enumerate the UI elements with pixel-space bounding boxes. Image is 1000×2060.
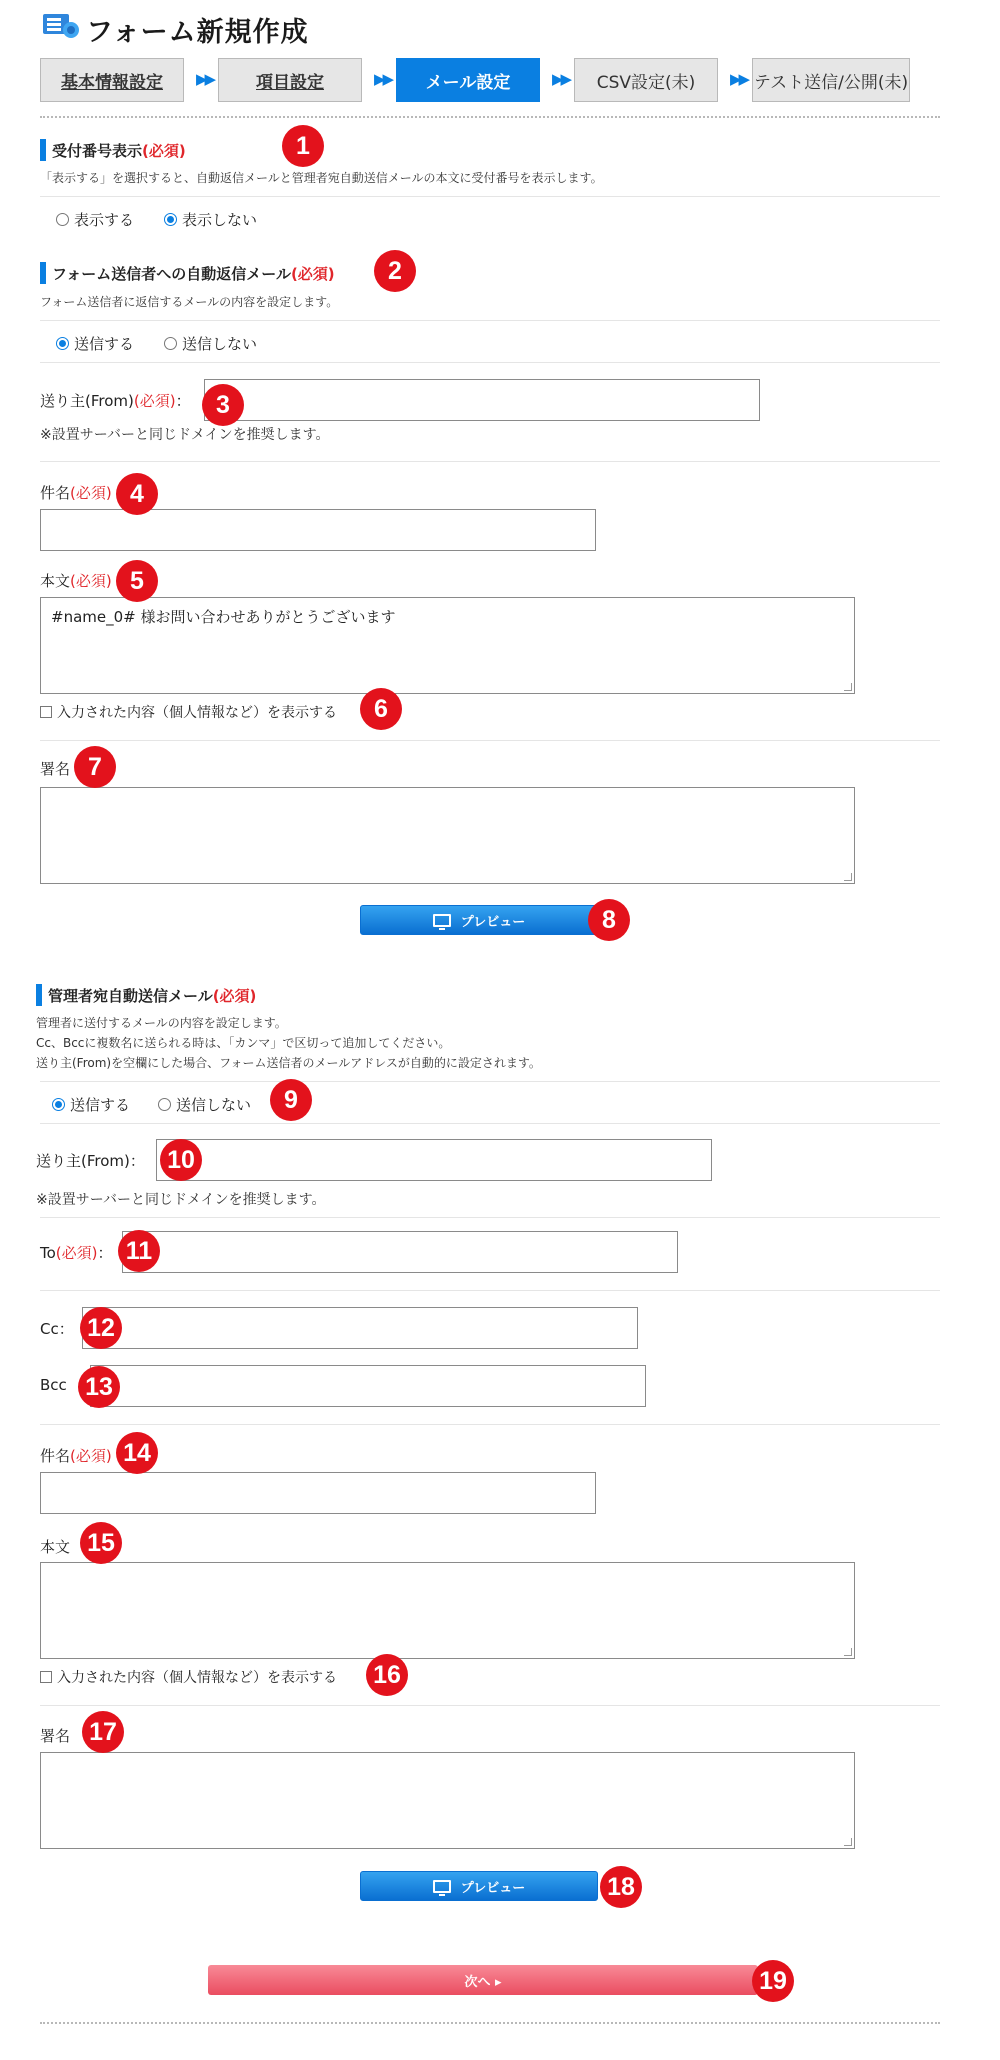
callout-badge-6: 6 <box>360 688 402 730</box>
callout-badge-2: 2 <box>374 250 416 292</box>
admin-mail-subject-label: 件名(必須) <box>40 1447 112 1465</box>
callout-badge-5: 5 <box>116 560 158 602</box>
divider <box>40 320 940 321</box>
divider <box>40 1705 940 1706</box>
resize-grip-icon[interactable] <box>844 1838 852 1846</box>
auto-reply-body-textarea[interactable]: #name_0# 様お問い合わせありがとうございます <box>40 597 855 694</box>
receipt-hide-radio[interactable]: 表示しない <box>164 209 257 230</box>
callout-badge-9: 9 <box>270 1079 312 1121</box>
auto-reply-from-label: 送り主(From)(必須)： <box>40 392 191 410</box>
step-basic-info[interactable] <box>40 58 184 102</box>
callout-badge-18: 18 <box>600 1866 642 1908</box>
divider <box>40 740 940 741</box>
auto-reply-preview-button[interactable]: プレビュー <box>360 905 598 935</box>
step-arrow-icon: ▶▶ <box>196 70 214 88</box>
admin-mail-from-note: ※設置サーバーと同じドメインを推奨します。 <box>36 1192 326 1208</box>
resize-grip-icon[interactable] <box>844 683 852 691</box>
footer-divider <box>40 2022 940 2024</box>
callout-badge-1: 1 <box>282 125 324 167</box>
callout-badge-12: 12 <box>80 1307 122 1349</box>
admin-mail-body-label: 本文 <box>40 1538 71 1556</box>
form-list-icon <box>42 12 80 40</box>
admin-mail-description-1: 管理者に送付するメールの内容を設定します。 <box>36 1016 287 1030</box>
admin-mail-subject-input[interactable] <box>40 1472 596 1514</box>
step-label: 項目設定 <box>256 72 324 93</box>
callout-badge-13: 13 <box>78 1366 120 1408</box>
callout-badge-10: 10 <box>160 1139 202 1181</box>
admin-mail-cc-input[interactable] <box>82 1307 638 1349</box>
step-label: CSV設定(未) <box>596 72 696 93</box>
step-label: 基本情報設定 <box>61 72 163 93</box>
admin-mail-body-textarea[interactable] <box>40 1562 855 1659</box>
callout-badge-19: 19 <box>752 1960 794 2002</box>
resize-grip-icon[interactable] <box>844 873 852 881</box>
step-csv[interactable] <box>574 58 718 102</box>
callout-badge-15: 15 <box>80 1522 122 1564</box>
next-button[interactable]: 次へ ▸ <box>208 1965 758 1995</box>
divider <box>40 461 940 462</box>
monitor-icon <box>433 1880 451 1893</box>
step-test-publish[interactable] <box>752 58 910 102</box>
admin-mail-from-input[interactable] <box>156 1139 712 1181</box>
auto-reply-body-label: 本文(必須) <box>40 572 112 590</box>
admin-mail-bcc-input[interactable] <box>90 1365 646 1407</box>
callout-badge-4: 4 <box>116 473 158 515</box>
auto-reply-from-note: ※設置サーバーと同じドメインを推奨します。 <box>40 427 330 443</box>
callout-badge-7: 7 <box>74 746 116 788</box>
admin-mail-to-input[interactable] <box>122 1231 678 1273</box>
admin-mail-nosend-radio[interactable]: 送信しない <box>158 1094 251 1115</box>
admin-mail-send-radio[interactable]: 送信する <box>52 1094 130 1115</box>
callout-badge-11: 11 <box>118 1230 160 1272</box>
step-arrow-icon: ▶▶ <box>552 70 570 88</box>
receipt-description: 「表示する」を選択すると、自動返信メールと管理者宛自動送信メールの本文に受付番号を表示します。 <box>40 171 603 185</box>
callout-badge-8: 8 <box>588 899 630 941</box>
auto-reply-show-input-checkbox[interactable]: 入力された内容（個人情報など）を表示する <box>40 702 337 722</box>
admin-mail-bcc-label: Bcc <box>40 1376 67 1394</box>
auto-reply-section-title: フォーム送信者への自動返信メール(必須) <box>52 265 335 283</box>
auto-reply-send-radio[interactable]: 送信する <box>56 333 134 354</box>
divider <box>40 1424 940 1425</box>
divider <box>40 1123 940 1124</box>
auto-reply-subject-label: 件名(必須) <box>40 484 112 502</box>
callout-badge-14: 14 <box>116 1432 158 1474</box>
divider <box>40 1290 940 1291</box>
divider <box>40 362 940 363</box>
admin-mail-signature-label: 署名 <box>40 1727 71 1745</box>
resize-grip-icon[interactable] <box>844 1648 852 1656</box>
page-title: フォーム新規作成 <box>86 17 309 48</box>
monitor-icon <box>433 914 451 927</box>
step-arrow-icon: ▶▶ <box>730 70 748 88</box>
admin-mail-from-label: 送り主(From)： <box>36 1152 145 1170</box>
header-divider <box>40 116 940 118</box>
receipt-show-radio[interactable]: 表示する <box>56 209 134 230</box>
step-fields[interactable] <box>218 58 362 102</box>
divider <box>40 1217 940 1218</box>
admin-mail-section-title: 管理者宛自動送信メール(必須) <box>48 987 257 1005</box>
admin-mail-show-input-checkbox[interactable]: 入力された内容（個人情報など）を表示する <box>40 1667 337 1687</box>
auto-reply-subject-input[interactable] <box>40 509 596 551</box>
admin-mail-description-2: Cc、Bccに複数名に送られる時は、「カンマ」で区切って追加してください。 <box>36 1036 451 1050</box>
admin-mail-preview-button[interactable]: プレビュー <box>360 1871 598 1901</box>
auto-reply-nosend-radio[interactable]: 送信しない <box>164 333 257 354</box>
step-mail-settings[interactable] <box>396 58 540 102</box>
step-label: メール設定 <box>425 72 511 93</box>
callout-badge-17: 17 <box>82 1711 124 1753</box>
section-marker <box>40 139 46 161</box>
section-marker <box>40 262 46 284</box>
step-arrow-icon: ▶▶ <box>374 70 392 88</box>
auto-reply-signature-label: 署名 <box>40 760 71 778</box>
admin-mail-signature-textarea[interactable] <box>40 1752 855 1849</box>
receipt-section-title: 受付番号表示(必須) <box>52 142 186 160</box>
auto-reply-from-input[interactable] <box>204 379 760 421</box>
callout-badge-16: 16 <box>366 1654 408 1696</box>
admin-mail-description-3: 送り主(From)を空欄にした場合、フォーム送信者のメールアドレスが自動的に設定されます。 <box>36 1056 541 1070</box>
divider <box>40 196 940 197</box>
admin-mail-cc-label: Cc： <box>40 1320 74 1338</box>
step-label: テスト送信/公開(未) <box>753 72 909 93</box>
auto-reply-signature-textarea[interactable] <box>40 787 855 884</box>
auto-reply-description: フォーム送信者に返信するメールの内容を設定します。 <box>40 295 339 309</box>
admin-mail-to-label: To(必須)： <box>40 1244 113 1262</box>
section-marker <box>36 984 42 1006</box>
callout-badge-3: 3 <box>202 384 244 426</box>
divider <box>40 1081 940 1082</box>
